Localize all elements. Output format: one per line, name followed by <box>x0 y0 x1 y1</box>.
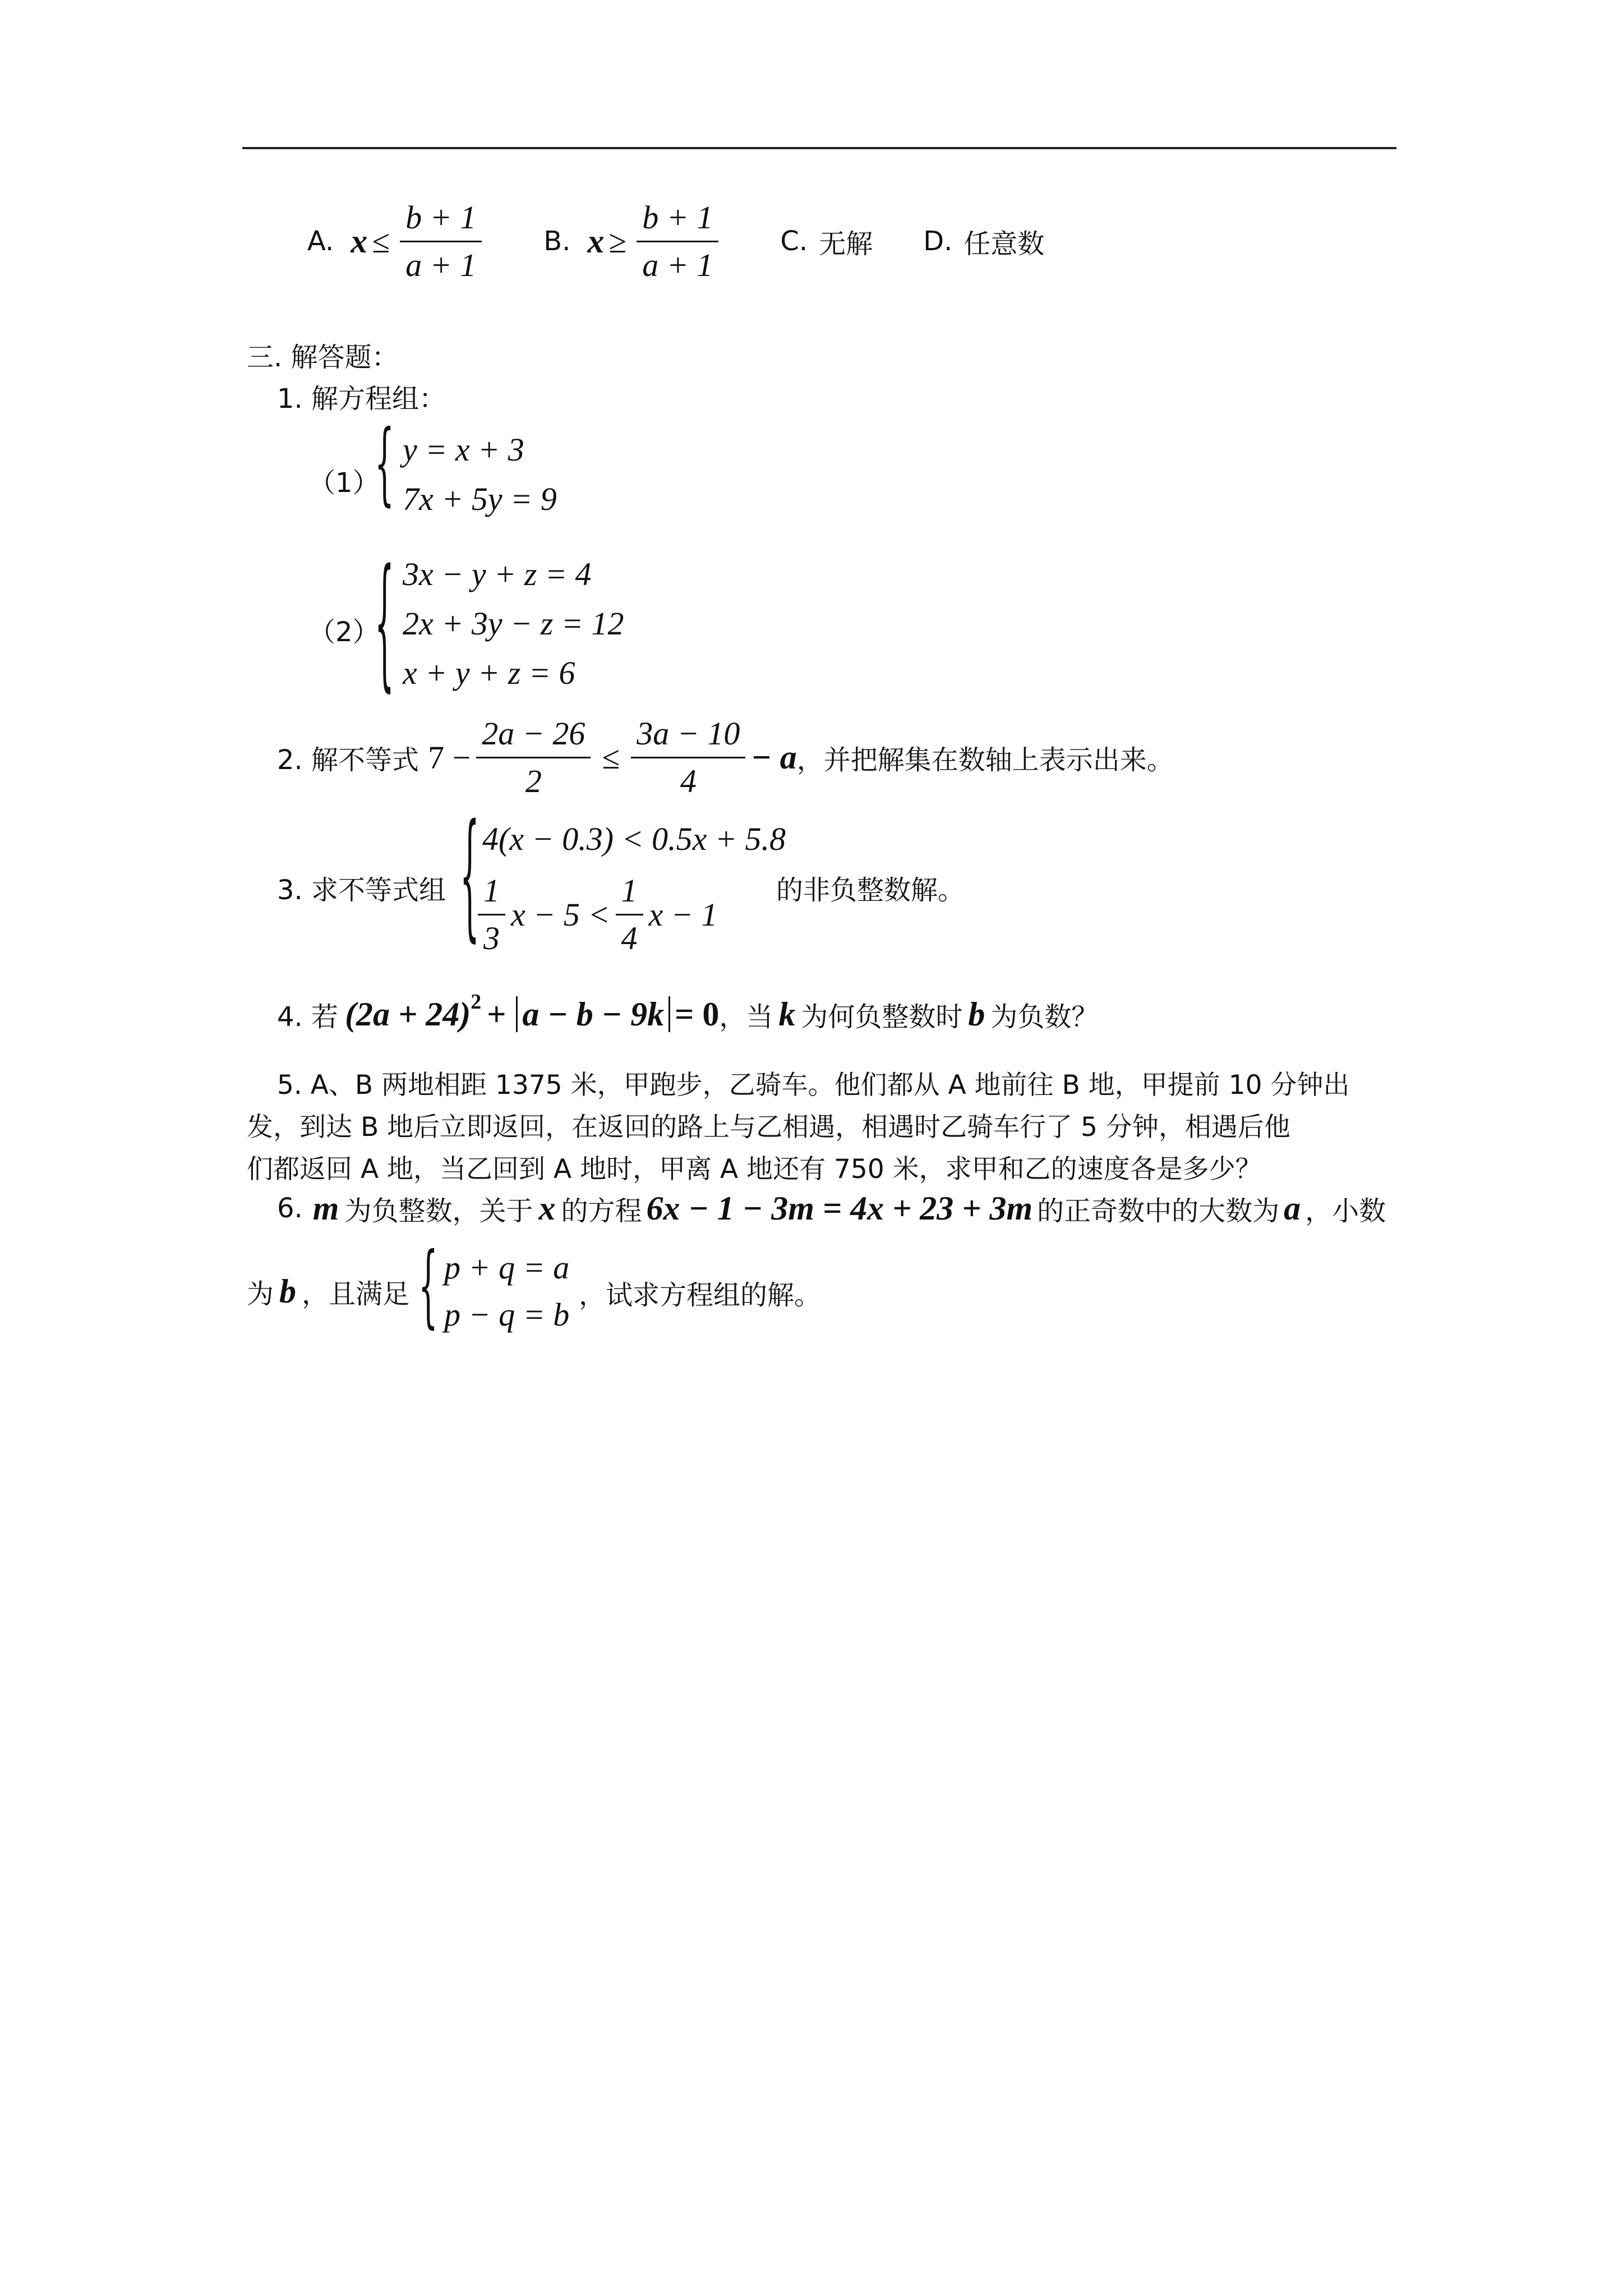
option-b-var: x <box>587 222 605 260</box>
q2-prefix: 2. 解不等式 <box>277 744 419 776</box>
q4-prefix: 4. 若 <box>277 1001 339 1033</box>
option-a-var: x <box>351 222 368 260</box>
option-b-relation: ≥ <box>608 223 627 260</box>
q3-fraction-2-num: 1 <box>616 875 643 915</box>
q2-suffix: ，并把解集在数轴上表示出来。 <box>796 744 1174 776</box>
q4-b: b <box>968 995 985 1033</box>
q2-fraction-1 <box>476 717 591 798</box>
q3-eq1: 4(x − 0.3) < 0.5x + 5.8 <box>482 821 786 857</box>
q3-brace: { <box>460 794 479 955</box>
q5-line-3: 们都返回 A 地，当乙回到 A 地时，甲离 A 地还有 750 米，求甲和乙的速度各是多少？ <box>247 1154 1262 1185</box>
q3-prefix: 3. 求不等式组 <box>277 875 446 906</box>
q6-text-6: ，且满足 <box>302 1278 410 1310</box>
option-b-fraction <box>637 201 718 282</box>
q4-base: (2a + 24) <box>345 995 471 1033</box>
option-c-label: C. <box>780 226 808 257</box>
q6-b: b <box>279 1272 297 1310</box>
q1-part1-eq1: y = x + 3 <box>403 431 524 468</box>
q2-seven: 7 − <box>428 739 471 776</box>
q1-part2-eq1: 3x − y + z = 4 <box>403 556 592 592</box>
q2-line <box>277 712 1174 802</box>
q6-m: m <box>312 1189 339 1227</box>
q1-part2-eq2: 2x + 3y − z = 12 <box>403 605 624 642</box>
q6-a: a <box>1284 1189 1301 1227</box>
q3-fraction-2-den: 4 <box>621 919 638 956</box>
q6-text-5: 为 <box>247 1278 274 1310</box>
q1-part1-brace: { <box>375 410 394 516</box>
q3-fraction-1-num: 1 <box>478 875 505 915</box>
q2-fraction-1-num: 2a − 26 <box>476 717 591 758</box>
q3-suffix: 的非负整数解。 <box>776 875 965 906</box>
q6-text-3: 的正奇数中的大数为 <box>1037 1195 1280 1227</box>
header-rule <box>242 147 1396 149</box>
q2-relation: ≤ <box>602 739 620 776</box>
q6-system-eq2: p − q = b <box>444 1296 570 1333</box>
q2-tail: − a <box>751 738 797 776</box>
q3-fraction-1-den: 3 <box>483 919 500 956</box>
q4-text-2: 为何负整数时 <box>801 1001 963 1033</box>
q4-abs-bar-left <box>516 996 518 1032</box>
q1-part2-brace: { <box>375 538 394 706</box>
q6-x: x <box>538 1189 556 1227</box>
option-a-denominator: a + 1 <box>405 246 477 283</box>
q6-text-2: 的方程 <box>561 1195 642 1227</box>
option-a-fraction <box>400 201 482 282</box>
q4-plus: + <box>487 995 506 1033</box>
option-b-denominator: a + 1 <box>642 246 713 283</box>
q6-brace: { <box>418 1232 438 1338</box>
q3-mid: x − 5 < <box>511 896 610 933</box>
q6-text-1: 为负整数，关于 <box>344 1195 533 1227</box>
q6-line-1 <box>277 1186 1386 1231</box>
q6-num: 6. <box>277 1193 303 1224</box>
option-b-numerator: b + 1 <box>637 201 718 242</box>
q2-fraction-2 <box>631 717 745 798</box>
q6-system-eq1: p + q = a <box>444 1249 570 1286</box>
option-a-numerator: b + 1 <box>400 201 482 242</box>
q4-abs-inner: a − b − 9k <box>522 995 665 1033</box>
q1-part1-eq2: 7x + 5y = 9 <box>403 481 557 517</box>
q2-fraction-1-den: 2 <box>525 762 542 799</box>
q4-eq: = 0 <box>675 995 720 1033</box>
q4-line <box>277 992 1098 1037</box>
q4-abs-bar-right <box>668 996 670 1032</box>
q1-title: 1. 解方程组： <box>277 383 446 415</box>
q3-end: x − 1 <box>648 896 718 933</box>
option-c-text: 无解 <box>819 228 873 260</box>
q5-line-1: 5. A、B 两地相距 1375 米，甲跑步，乙骑车。他们都从 A 地前往 B 地，甲提前 10 分钟出 <box>277 1070 1350 1101</box>
q4-exponent: 2 <box>471 990 482 1014</box>
q6-equation: 6x − 1 − 3m = 4x + 23 + 3m <box>646 1189 1033 1227</box>
q1-part2-label: （2） <box>308 616 380 648</box>
q2-fraction-2-den: 4 <box>680 762 697 799</box>
q3-eq2 <box>472 869 717 959</box>
q6-text-4: ，小数 <box>1305 1195 1386 1227</box>
q1-part1-label: （1） <box>308 467 380 499</box>
q4-text-1: ，当 <box>719 1001 773 1033</box>
q3-fraction-2 <box>616 872 643 956</box>
option-a-relation: ≤ <box>372 223 390 260</box>
q6-line-2 <box>247 1269 409 1314</box>
q3-fraction-1 <box>478 872 505 956</box>
option-a-label: A. <box>307 226 334 257</box>
option-d-text: 任意数 <box>963 228 1045 260</box>
q2-fraction-2-num: 3a − 10 <box>631 717 745 758</box>
q4-k: k <box>778 995 796 1033</box>
section-heading: 三. 解答题： <box>247 342 399 373</box>
q4-text-3: 为负数？ <box>990 1001 1099 1033</box>
q1-part2-eq3: x + y + z = 6 <box>403 655 575 691</box>
q5-line-2: 发，到达 B 地后立即返回，在返回的路上与乙相遇，相遇时乙骑车行了 5 分钟，相遇后他 <box>247 1112 1290 1143</box>
option-b-label: B. <box>543 226 571 257</box>
options-row <box>307 196 1044 286</box>
option-d-label: D. <box>923 226 953 257</box>
q6-text-7: ，试求方程组的解。 <box>579 1280 822 1311</box>
